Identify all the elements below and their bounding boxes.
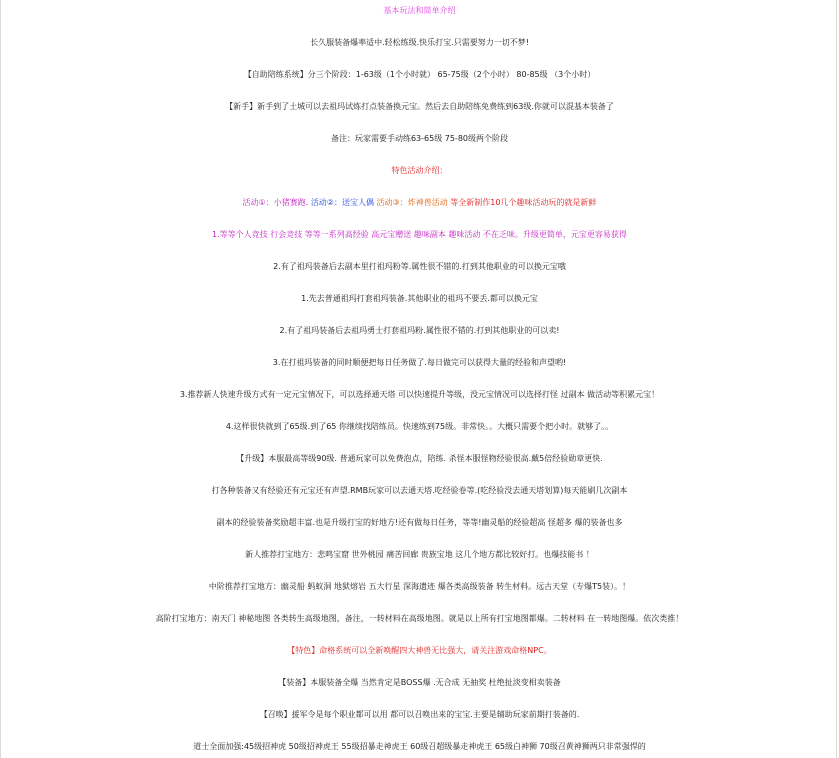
text-line: [0, 515, 839, 531]
text-line: [0, 355, 839, 371]
text-segment: 4.这样很快就到了65级.到了65 你继续找陪练员。快速练到75级。非常快。。大概只需要个把小时。就够了。。: [225, 422, 614, 431]
text-segment: 1.先去普通祖玛打套祖玛装备.其他职业的祖玛不要丢.都可以换元宝: [301, 294, 538, 303]
text-line: [0, 131, 839, 147]
text-segment: 活动①：小猪赛跑.: [242, 198, 311, 207]
text-segment: 高阶打宝地方：南天门 神秘地图 各类转生高级地图，备注，一转材料在高级地图。就是以上所有打宝地图都爆。二转材料 在一转地图爆。依次类推！: [155, 614, 684, 623]
text-segment: 1.等等个人竞技 行会竞技 等等一系列高经验 高元宝赠送 趣味副本 趣味活动 不在乏味。升级更简单，元宝更容易获得: [212, 230, 627, 239]
text-segment: 等全新制作10几个趣味活动玩的就是新鲜: [450, 198, 597, 207]
text-line: [0, 547, 839, 563]
text-segment: 活动②：送宝人偶: [310, 198, 377, 207]
activity-list-line: [0, 195, 839, 211]
text-segment: 【特色】命格系统可以全新唤醒四大神兽无比强大，请关注游戏命格NPC。: [287, 646, 552, 655]
text-segment: 【新手】新手到了土城可以去祖玛试炼打点装备换元宝。然后去自助陪练免费练到63级.你就可以混基本装备了: [225, 102, 614, 111]
text-line: [0, 643, 839, 659]
text-segment: 特色活动介绍：: [391, 166, 448, 175]
text-segment: 3.在打祖玛装备的同时顺便把每日任务做了.每日做完可以获得大量的经验和声望哟!: [272, 358, 567, 367]
text-segment: 打各种装备又有经验还有元宝还有声望.RMB玩家可以去通天塔.吃经验卷等.(吃经验没去通天塔划算)每天能刷几次副本: [211, 486, 628, 495]
text-line: [0, 451, 839, 467]
text-line: [0, 387, 839, 403]
text-line: [0, 67, 839, 83]
text-segment: 中阶推荐打宝地方：幽灵船 蚂蚁洞 地狱熔岩 五大行星 深海遗迹 爆各类高级装备 转生材料。远古天堂（专爆T5装）。！: [208, 582, 631, 591]
text-segment: 2.有了祖玛装备后去副本里打祖玛粉等.属性很不错的.打到其他职业的可以换元宝哦: [273, 262, 566, 271]
text-segment: 备注：玩家需要手动练63-65级 75-80级两个阶段: [330, 134, 509, 143]
text-segment: 长久服装备爆率适中.轻松练级.快乐打宝.只需要努力一切不梦!: [310, 38, 529, 47]
text-line: [0, 579, 839, 595]
text-line: [0, 419, 839, 435]
text-line: [0, 483, 839, 499]
text-segment: 【升级】本服最高等级90级. 普通玩家可以免费泡点，陪练. 杀怪本服怪物经验很高.戴5倍经验勋章更快.: [236, 454, 603, 463]
section-heading: [0, 163, 839, 179]
text-line: [0, 291, 839, 307]
text-line: [0, 675, 839, 691]
text-line: [0, 259, 839, 275]
text-segment: 2.有了祖玛装备后去祖玛勇士打套祖玛粉.属性很不错的.打到其他职业的可以卖!: [279, 326, 560, 335]
text-segment: 新人推荐打宝地方：悲鸣宝窟 世外桃园 痛苦回廊 贵族宝地 这几个地方都比较好打。也爆技能书 ！: [245, 550, 594, 559]
text-segment: 【召唤】援军令是每个职业都可以用 都可以召唤出来的宝宝.主要是辅助玩家前期打装备的.: [259, 710, 580, 719]
text-line: [0, 611, 839, 627]
text-line: [0, 99, 839, 115]
text-segment: 【自助陪练系统】分三个阶段：1-63级（1个小时就） 65-75级（2个小时） 80-85级 （3个小时）: [243, 70, 596, 79]
text-segment: 活动③：炸神兽活动: [376, 198, 451, 207]
text-segment: 副本的经验装备奖励超丰富.也是升级打宝的好地方!还有做每日任务，等等!幽灵船的经验超高 怪超多 爆的装备也多: [216, 518, 623, 527]
article-title: [0, 3, 839, 19]
text-line: [0, 739, 839, 755]
text-line: [0, 227, 839, 243]
text-line: [0, 323, 839, 339]
text-segment: 道士全面加强:45级招神虎 50级招神虎王 55级招暴走神虎王 60级召超级暴走神虎王 65级白神狮 70级召黄神狮两只非常强悍的: [193, 742, 646, 751]
text-segment: 3.推荐新人快速升级方式有一定元宝情况下，可以选择通天塔 可以快速提升等级，没元宝情况可以选择打怪 过副本 做活动等积累元宝！: [179, 390, 660, 399]
text-line: [0, 35, 839, 51]
text-segment: 【装备】本服装备全爆 当然肯定是BOSS爆 .无合成 无抽奖 杜绝扯淡变相卖装备: [278, 678, 561, 687]
text-segment: 基本玩法和简单介绍: [383, 6, 456, 15]
text-line: [0, 707, 839, 723]
